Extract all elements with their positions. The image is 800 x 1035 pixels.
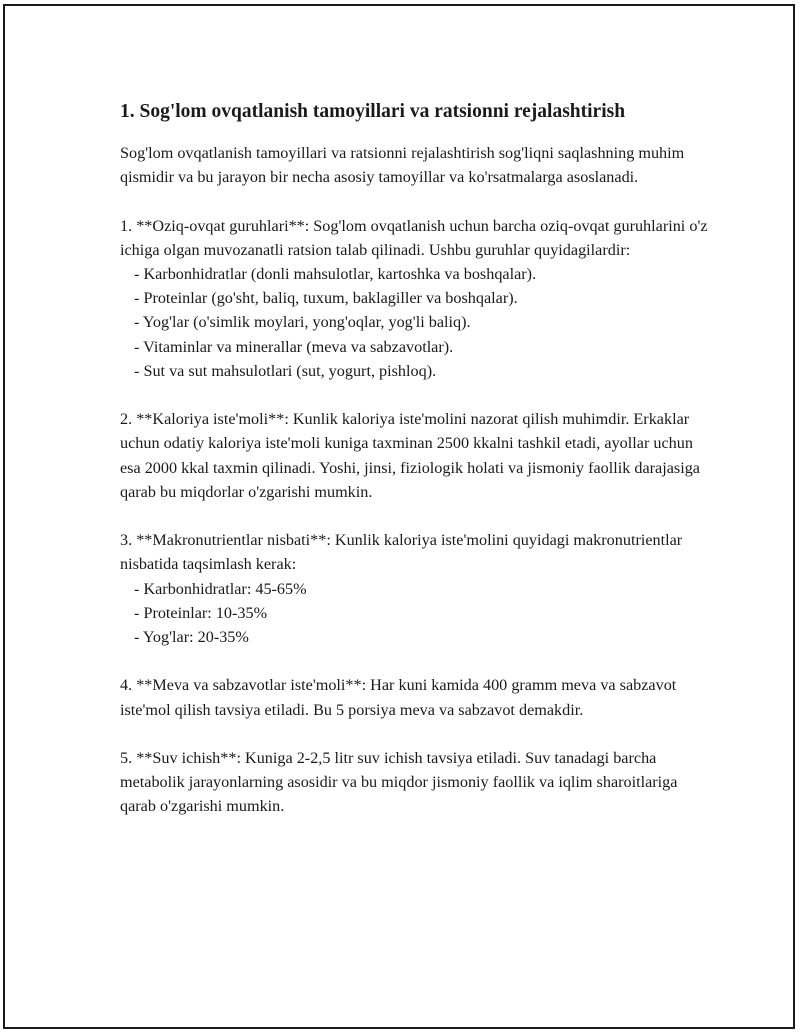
page-frame xyxy=(3,4,795,1029)
section-water-intake xyxy=(120,746,710,819)
section-text: 5. **Suv ichish**: Kuniga 2-2,5 litr suv ichish tavsiya etiladi. Suv tanadagi barcha metabolik jarayonlarning asosidir va bu miqdor jismoniy faollik va iqlim sharoitlariga qarab o'zgarishi mumkin. xyxy=(120,749,678,816)
section-text: 4. **Meva va sabzavotlar iste'moli**: Har kuni kamida 400 gramm meva va sabzavot iste'mol qilish tavsiya etiladi. Bu 5 porsiya meva va sabzavot demakdir. xyxy=(120,676,677,719)
list-item: - Yog'lar: 20-35% xyxy=(120,625,710,649)
section-food-groups xyxy=(120,214,710,383)
document-text xyxy=(120,141,710,819)
intro-paragraph: Sog'lom ovqatlanish tamoyillari va ratsionni rejalashtirish sog'liqni saqlashning muhim qismidir va bu jarayon bir necha asosiy tamoyillar va ko'rsatmalarga asoslanadi. xyxy=(120,144,685,187)
section-text: 1. **Oziq-ovqat guruhlari**: Sog'lom ovqatlanish uchun barcha oziq-ovqat guruhlarini o'z ichiga olgan muvozanatli ratsion talab qilinadi. Ushbu guruhlar quyidagilardir: xyxy=(120,216,708,259)
section-text: 3. **Makronutrientlar nisbati**: Kunlik kaloriya iste'molini quyidagi makronutrientlar nisbatida taqsimlash kerak: xyxy=(120,531,683,574)
document-body xyxy=(120,100,710,819)
list-item: - Vitaminlar va minerallar (meva va sabzavotlar). xyxy=(120,335,710,359)
document-title: 1. Sog'lom ovqatlanish tamoyillari va ratsionni rejalashtirish xyxy=(120,101,626,122)
list-item: - Sut va sut mahsulotlari (sut, yogurt, pishloq). xyxy=(120,359,710,383)
section-text: 2. **Kaloriya iste'moli**: Kunlik kaloriya iste'molini nazorat qilish muhimdir. Erkaklar uchun odatiy kaloriya iste'moli kuniga taxminan 2500 kkalni tashkil etadi, ayollar uchun esa 2000 kkal taxmin qilinadi. Yoshi, jinsi, fiziologik holati va jismoniy faollik darajasiga qarab bu miqdorlar o'zgarishi mumkin. xyxy=(120,410,700,501)
section-calorie-intake xyxy=(120,407,710,504)
list-item: - Yog'lar (o'simlik moylari, yong'oqlar, yog'li baliq). xyxy=(120,310,710,334)
list-item: - Proteinlar: 10-35% xyxy=(120,601,710,625)
list-item: - Karbonhidratlar: 45-65% xyxy=(120,577,710,601)
list-item: - Karbonhidratlar (donli mahsulotlar, kartoshka va boshqalar). xyxy=(120,262,710,286)
section-macronutrients xyxy=(120,528,710,649)
section-fruits-vegetables xyxy=(120,673,710,721)
list-item: - Proteinlar (go'sht, baliq, tuxum, baklagiller va boshqalar). xyxy=(120,286,710,310)
